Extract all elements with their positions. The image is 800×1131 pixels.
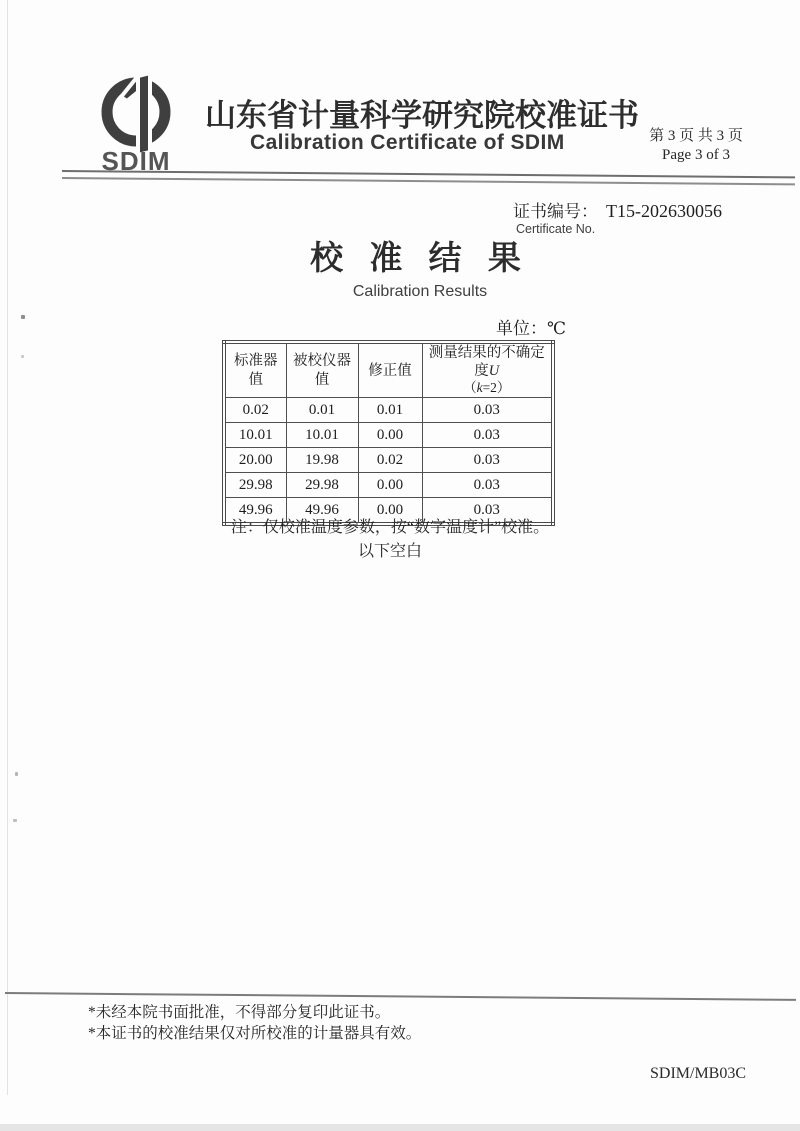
table-cell: 0.01 <box>358 398 422 423</box>
table-cell: 0.03 <box>422 398 553 423</box>
certificate-number-label: 证书编号： <box>513 202 598 221</box>
table-cell: 29.98 <box>224 473 286 498</box>
table-cell: 10.01 <box>286 423 358 448</box>
calibration-results-table <box>222 340 555 526</box>
table-cell: 0.00 <box>358 423 422 448</box>
table-cell: 49.96 <box>286 498 358 525</box>
document-code: SDIM/MB03C <box>650 1065 747 1082</box>
table-cell: 0.01 <box>286 398 358 423</box>
page-indicator-en: Page 3 of 3 <box>662 146 730 163</box>
column-header-uncertainty <box>422 342 553 398</box>
results-title-cn: 校 准 结 果 <box>310 241 530 277</box>
unit-label: 单位：℃ <box>495 319 566 338</box>
table-cell: 0.00 <box>358 473 422 498</box>
results-section-heading <box>180 232 660 301</box>
scan-edge-line <box>7 0 8 1095</box>
calibration-remark: 注：仅校准温度参数，按“数字温度计”校准。 <box>230 519 550 536</box>
table-header-row <box>224 342 553 398</box>
column-header-correction: 修正值 <box>358 342 422 398</box>
scan-speck <box>21 355 24 358</box>
k-value: =2） <box>482 380 511 396</box>
footer-statement-1: *未经本院书面批准，不得部分复印此证书。 <box>88 1004 391 1021</box>
table-cell: 0.02 <box>224 398 286 423</box>
table-row <box>224 473 553 498</box>
certificate-title-en: Calibration Certificate of SDIM <box>250 131 565 154</box>
scan-speck <box>13 819 17 822</box>
column-header-dut-value: 被校仪器值 <box>286 342 358 398</box>
scan-bottom-edge <box>0 1124 800 1131</box>
table-cell: 0.03 <box>422 423 553 448</box>
k-symbol: k <box>476 380 483 396</box>
table-cell: 19.98 <box>286 448 358 473</box>
uncertainty-header-text: 测量结果的不确定度 <box>428 345 545 380</box>
certificate-title-cn: 山东省计量科学研究院校准证书 <box>205 98 639 133</box>
table-cell: 20.00 <box>224 448 286 473</box>
table-cell: 0.03 <box>422 473 553 498</box>
page-indicator <box>636 127 756 165</box>
certificate-number-value: T15-202630056 <box>606 201 722 221</box>
certificate-number-label-en: Certificate No. <box>516 222 596 236</box>
table-row <box>224 398 553 423</box>
scan-speck <box>21 315 25 319</box>
scan-speck <box>15 772 18 776</box>
logo-text: SDIM <box>101 146 171 174</box>
blank-below-note: 以下空白 <box>357 543 422 560</box>
sdim-logo-icon <box>86 70 186 174</box>
results-title-en: Calibration Results <box>352 283 488 300</box>
paren-open: （ <box>463 380 477 396</box>
footer-divider <box>5 992 796 1001</box>
table-row <box>224 448 553 473</box>
table-row <box>224 423 553 448</box>
page-indicator-cn: 第 3 页 共 3 页 <box>649 128 743 144</box>
table-cell: 0.02 <box>358 448 422 473</box>
certificate-number-row <box>513 197 722 222</box>
footer-statement-2: *本证书的校准结果仅对所校准的计量器具有效。 <box>88 1024 422 1042</box>
table-cell: 49.96 <box>224 498 286 525</box>
table-notes <box>190 516 590 564</box>
table-cell: 0.00 <box>358 498 422 525</box>
uncertainty-symbol-U: U <box>488 363 500 380</box>
table-cell: 29.98 <box>286 473 358 498</box>
header-divider <box>62 170 795 185</box>
table-cell: 10.01 <box>224 423 286 448</box>
column-header-standard-value: 标准器值 <box>224 342 286 398</box>
footer-statements <box>88 1003 421 1045</box>
table-cell: 0.03 <box>422 498 553 525</box>
table-cell: 0.03 <box>422 448 553 473</box>
uncertainty-k-factor <box>425 380 550 397</box>
